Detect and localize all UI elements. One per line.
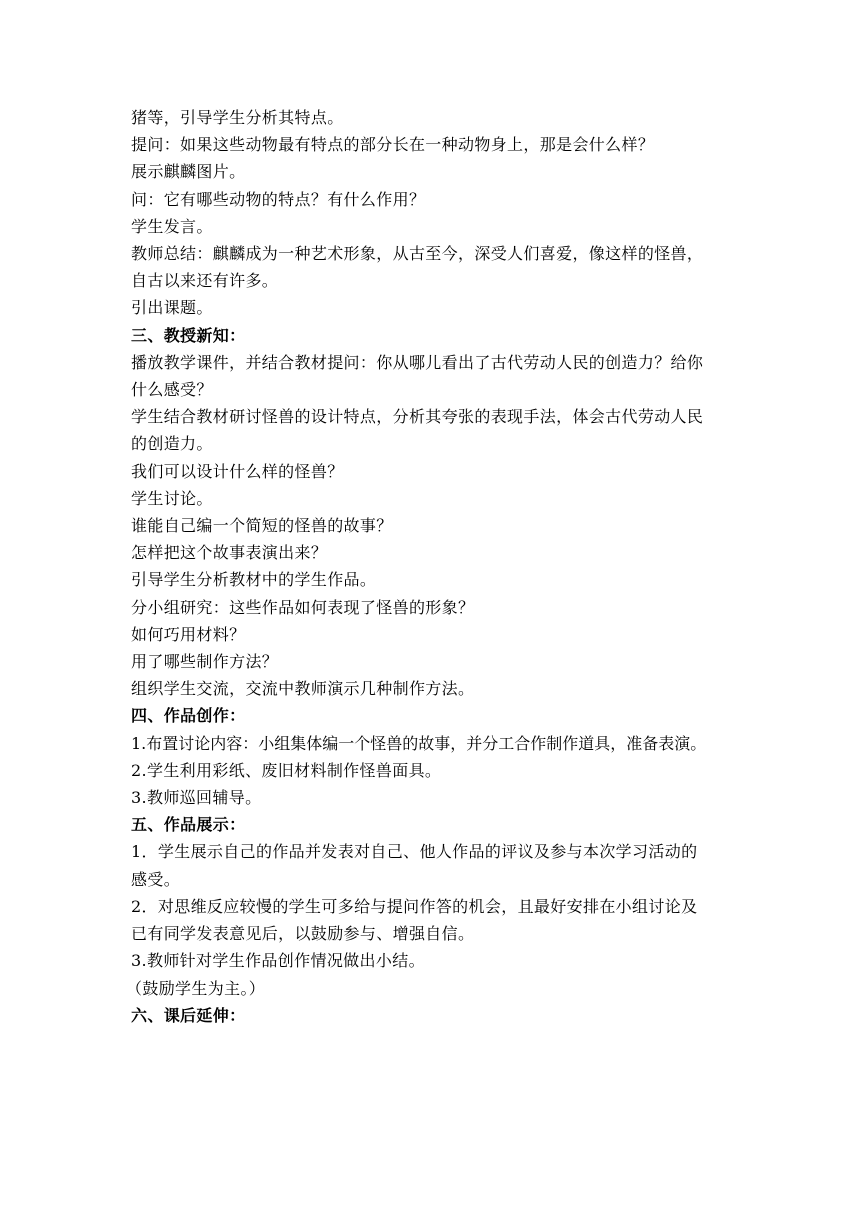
numbered-item: 2．对思维反应较慢的学生可多给与提问作答的机会，且最好安排在小组讨论及 (131, 896, 698, 916)
body-line: 感受。 (131, 869, 181, 889)
numbered-item: 2.学生利用彩纸、废旧材料制作怪兽面具。 (131, 760, 442, 780)
body-line: 学生讨论。 (131, 488, 213, 508)
section-heading: 六、课后延伸： (131, 1005, 246, 1025)
numbered-item: 3.教师针对学生作品创作情况做出小结。 (131, 951, 425, 971)
body-line: 已有同学发表意见后，以鼓励参与、增强自信。 (131, 924, 475, 944)
body-line: 教师总结：麒麟成为一种艺术形象，从古至今，深受人们喜爱，像这样的怪兽， (131, 244, 704, 264)
body-line: 提问：如果这些动物最有特点的部分长在一种动物身上，那是会什么样？ (131, 135, 655, 155)
body-line: 引出课题。 (131, 298, 213, 318)
body-line: 怎样把这个故事表演出来？ (131, 543, 328, 563)
body-line: 猪等，引导学生分析其特点。 (131, 108, 344, 127)
document-page (126, 104, 731, 1029)
body-line: （鼓励学生为主。） (126, 978, 266, 998)
body-line: 学生发言。 (131, 216, 213, 236)
body-line: 组织学生交流，交流中教师演示几种制作方法。 (131, 679, 475, 699)
body-line: 谁能自己编一个简短的怪兽的故事？ (131, 516, 393, 536)
body-line: 学生结合教材研讨怪兽的设计特点，分析其夸张的表现手法，体会古代劳动人民 (131, 407, 704, 427)
body-line: 如何巧用材料？ (131, 624, 246, 644)
body-line: 引导学生分析教材中的学生作品。 (131, 570, 377, 590)
body-line: 我们可以设计什么样的怪兽？ (131, 461, 344, 481)
body-line: 自古以来还有许多。 (131, 271, 279, 291)
numbered-item: 1．学生展示自己的作品并发表对自己、他人作品的评议及参与本次学习活动的 (131, 842, 698, 862)
body-line: 用了哪些制作方法？ (131, 652, 279, 672)
section-heading: 三、教授新知： (131, 325, 246, 345)
body-line: 播放教学课件，并结合教材提问：你从哪儿看出了古代劳动人民的创造力？给你 (131, 352, 704, 372)
body-line: 展示麒麟图片。 (131, 162, 246, 182)
body-line: 什么感受？ (131, 380, 213, 400)
body-line: 问：它有哪些动物的特点？有什么作用？ (131, 189, 426, 209)
section-heading: 五、作品展示： (131, 815, 246, 835)
body-line: 分小组研究：这些作品如何表现了怪兽的形象？ (131, 597, 475, 617)
section-heading: 四、作品创作： (131, 706, 246, 726)
numbered-item: 1.布置讨论内容：小组集体编一个怪兽的故事，并分工合作制作道具，准备表演。 (131, 733, 707, 753)
body-line: 的创造力。 (131, 434, 213, 454)
numbered-item: 3.教师巡回辅导。 (131, 788, 262, 808)
